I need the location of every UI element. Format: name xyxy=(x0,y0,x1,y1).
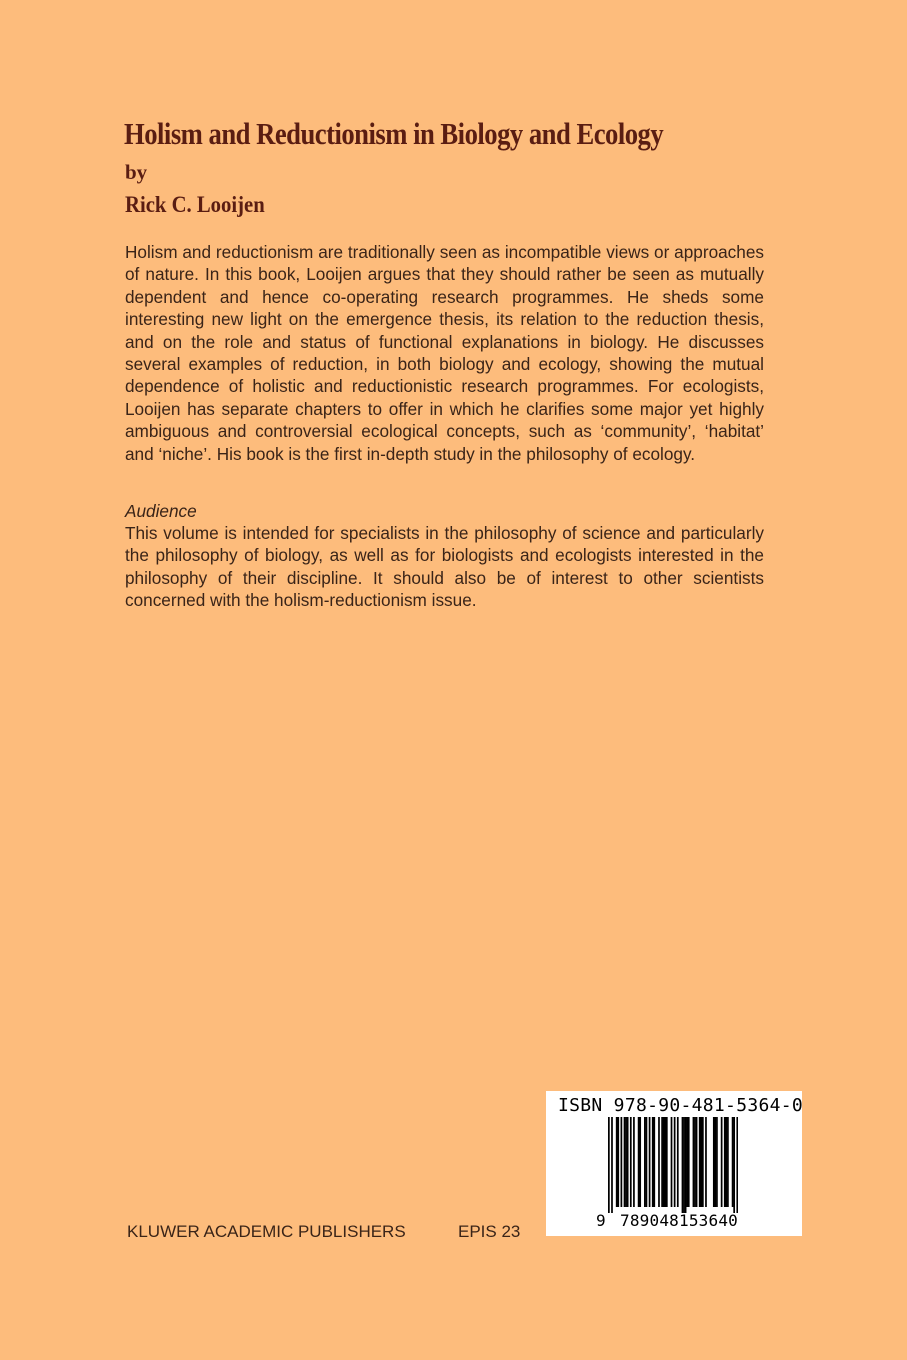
barcode-bar xyxy=(727,1117,729,1207)
book-title: Holism and Reductionism in Biology and Ecology xyxy=(124,116,664,151)
barcode-bar xyxy=(664,1117,666,1207)
barcode-bar xyxy=(696,1117,698,1207)
barcode-bar xyxy=(694,1117,696,1207)
barcode-bar xyxy=(702,1117,704,1207)
barcode-bar xyxy=(713,1117,715,1207)
barcode-bar xyxy=(638,1117,640,1207)
barcode-bar xyxy=(646,1117,648,1207)
barcode-bar xyxy=(683,1117,685,1213)
barcode-bar xyxy=(700,1117,702,1207)
barcode-bar xyxy=(671,1117,673,1207)
barcode-bar xyxy=(699,1117,701,1207)
barcode-bar xyxy=(616,1117,618,1207)
audience-heading: Audience xyxy=(125,501,197,521)
isbn-label: ISBN 978-90-481-5364-0 xyxy=(558,1095,804,1116)
barcode-bar xyxy=(715,1117,717,1207)
barcode-bar xyxy=(693,1117,695,1207)
author-name: Rick C. Looijen xyxy=(125,192,265,217)
barcode-bar xyxy=(682,1117,684,1213)
barcode-bar xyxy=(653,1117,655,1207)
barcode-bar xyxy=(732,1117,734,1207)
barcode-bar xyxy=(630,1117,632,1207)
barcode-bar xyxy=(627,1117,629,1207)
barcode-bar xyxy=(666,1117,668,1207)
barcode-bar xyxy=(611,1117,613,1213)
barcode-bar xyxy=(658,1117,660,1207)
barcode-bar xyxy=(621,1117,623,1207)
barcode-bar xyxy=(608,1117,610,1213)
description-paragraph: Holism and reductionism are traditionally seen as incompatible views or approaches of nature. In this book, Looijen argues that they should rather be seen as mutually dependent and hence co-operating research programmes. He sheds some interesting new light on the emergence thesis, its relation to the reduction thesis, and on the role and status of functional explanations in biology. He discusses several examples of reduction, in both biology and ecology, showing the mutual dependence of holistic and reductionistic research programmes. For ecologists, Looijen has separate chapters to offer in which he clarifies some major yet highly ambiguous and controversial ecological concepts, such as ‘community’, ‘habitat’ and ‘niche’. His book is the first in-depth study in the philosophy of ecology. xyxy=(125,242,764,464)
barcode-bar xyxy=(736,1117,738,1213)
barcode-first-digit: 9 xyxy=(596,1211,606,1230)
barcode-bar xyxy=(716,1117,718,1207)
barcode-bar xyxy=(685,1117,687,1213)
barcode-bar xyxy=(674,1117,676,1207)
barcode-bar xyxy=(677,1117,679,1207)
barcode-bar xyxy=(644,1117,646,1207)
barcode-bar xyxy=(661,1117,663,1207)
barcode-bar xyxy=(625,1117,627,1207)
barcode-bar xyxy=(688,1117,690,1207)
barcode-bar xyxy=(705,1117,707,1207)
barcode-bar xyxy=(686,1117,688,1207)
barcode-bar xyxy=(652,1117,654,1207)
barcode-bar xyxy=(724,1117,726,1207)
barcode-bar xyxy=(649,1117,651,1207)
barcode-panel xyxy=(546,1091,802,1236)
barcode-bar xyxy=(725,1117,727,1207)
publisher-name: KLUWER ACADEMIC PUBLISHERS xyxy=(127,1222,406,1241)
barcode-icon xyxy=(608,1117,738,1213)
barcode-bar xyxy=(624,1117,626,1207)
barcode-bar xyxy=(663,1117,665,1207)
series-label: EPIS 23 xyxy=(458,1222,521,1241)
barcode-bar xyxy=(617,1117,619,1207)
by-label: by xyxy=(125,160,148,184)
barcode-bar xyxy=(721,1117,723,1207)
barcode-bar xyxy=(733,1117,735,1213)
barcode-bar xyxy=(639,1117,641,1207)
audience-paragraph: This volume is intended for specialists in the philosophy of science and particularly the philosophy of biology, as well as for biologists and ecologists interested in the philosophy of their discipline. It should also be of interest to other scientists concerned with the holism-reductionism issue. xyxy=(125,523,764,611)
barcode-digits: 789048153640 xyxy=(620,1211,738,1230)
barcode-bar xyxy=(633,1117,635,1207)
